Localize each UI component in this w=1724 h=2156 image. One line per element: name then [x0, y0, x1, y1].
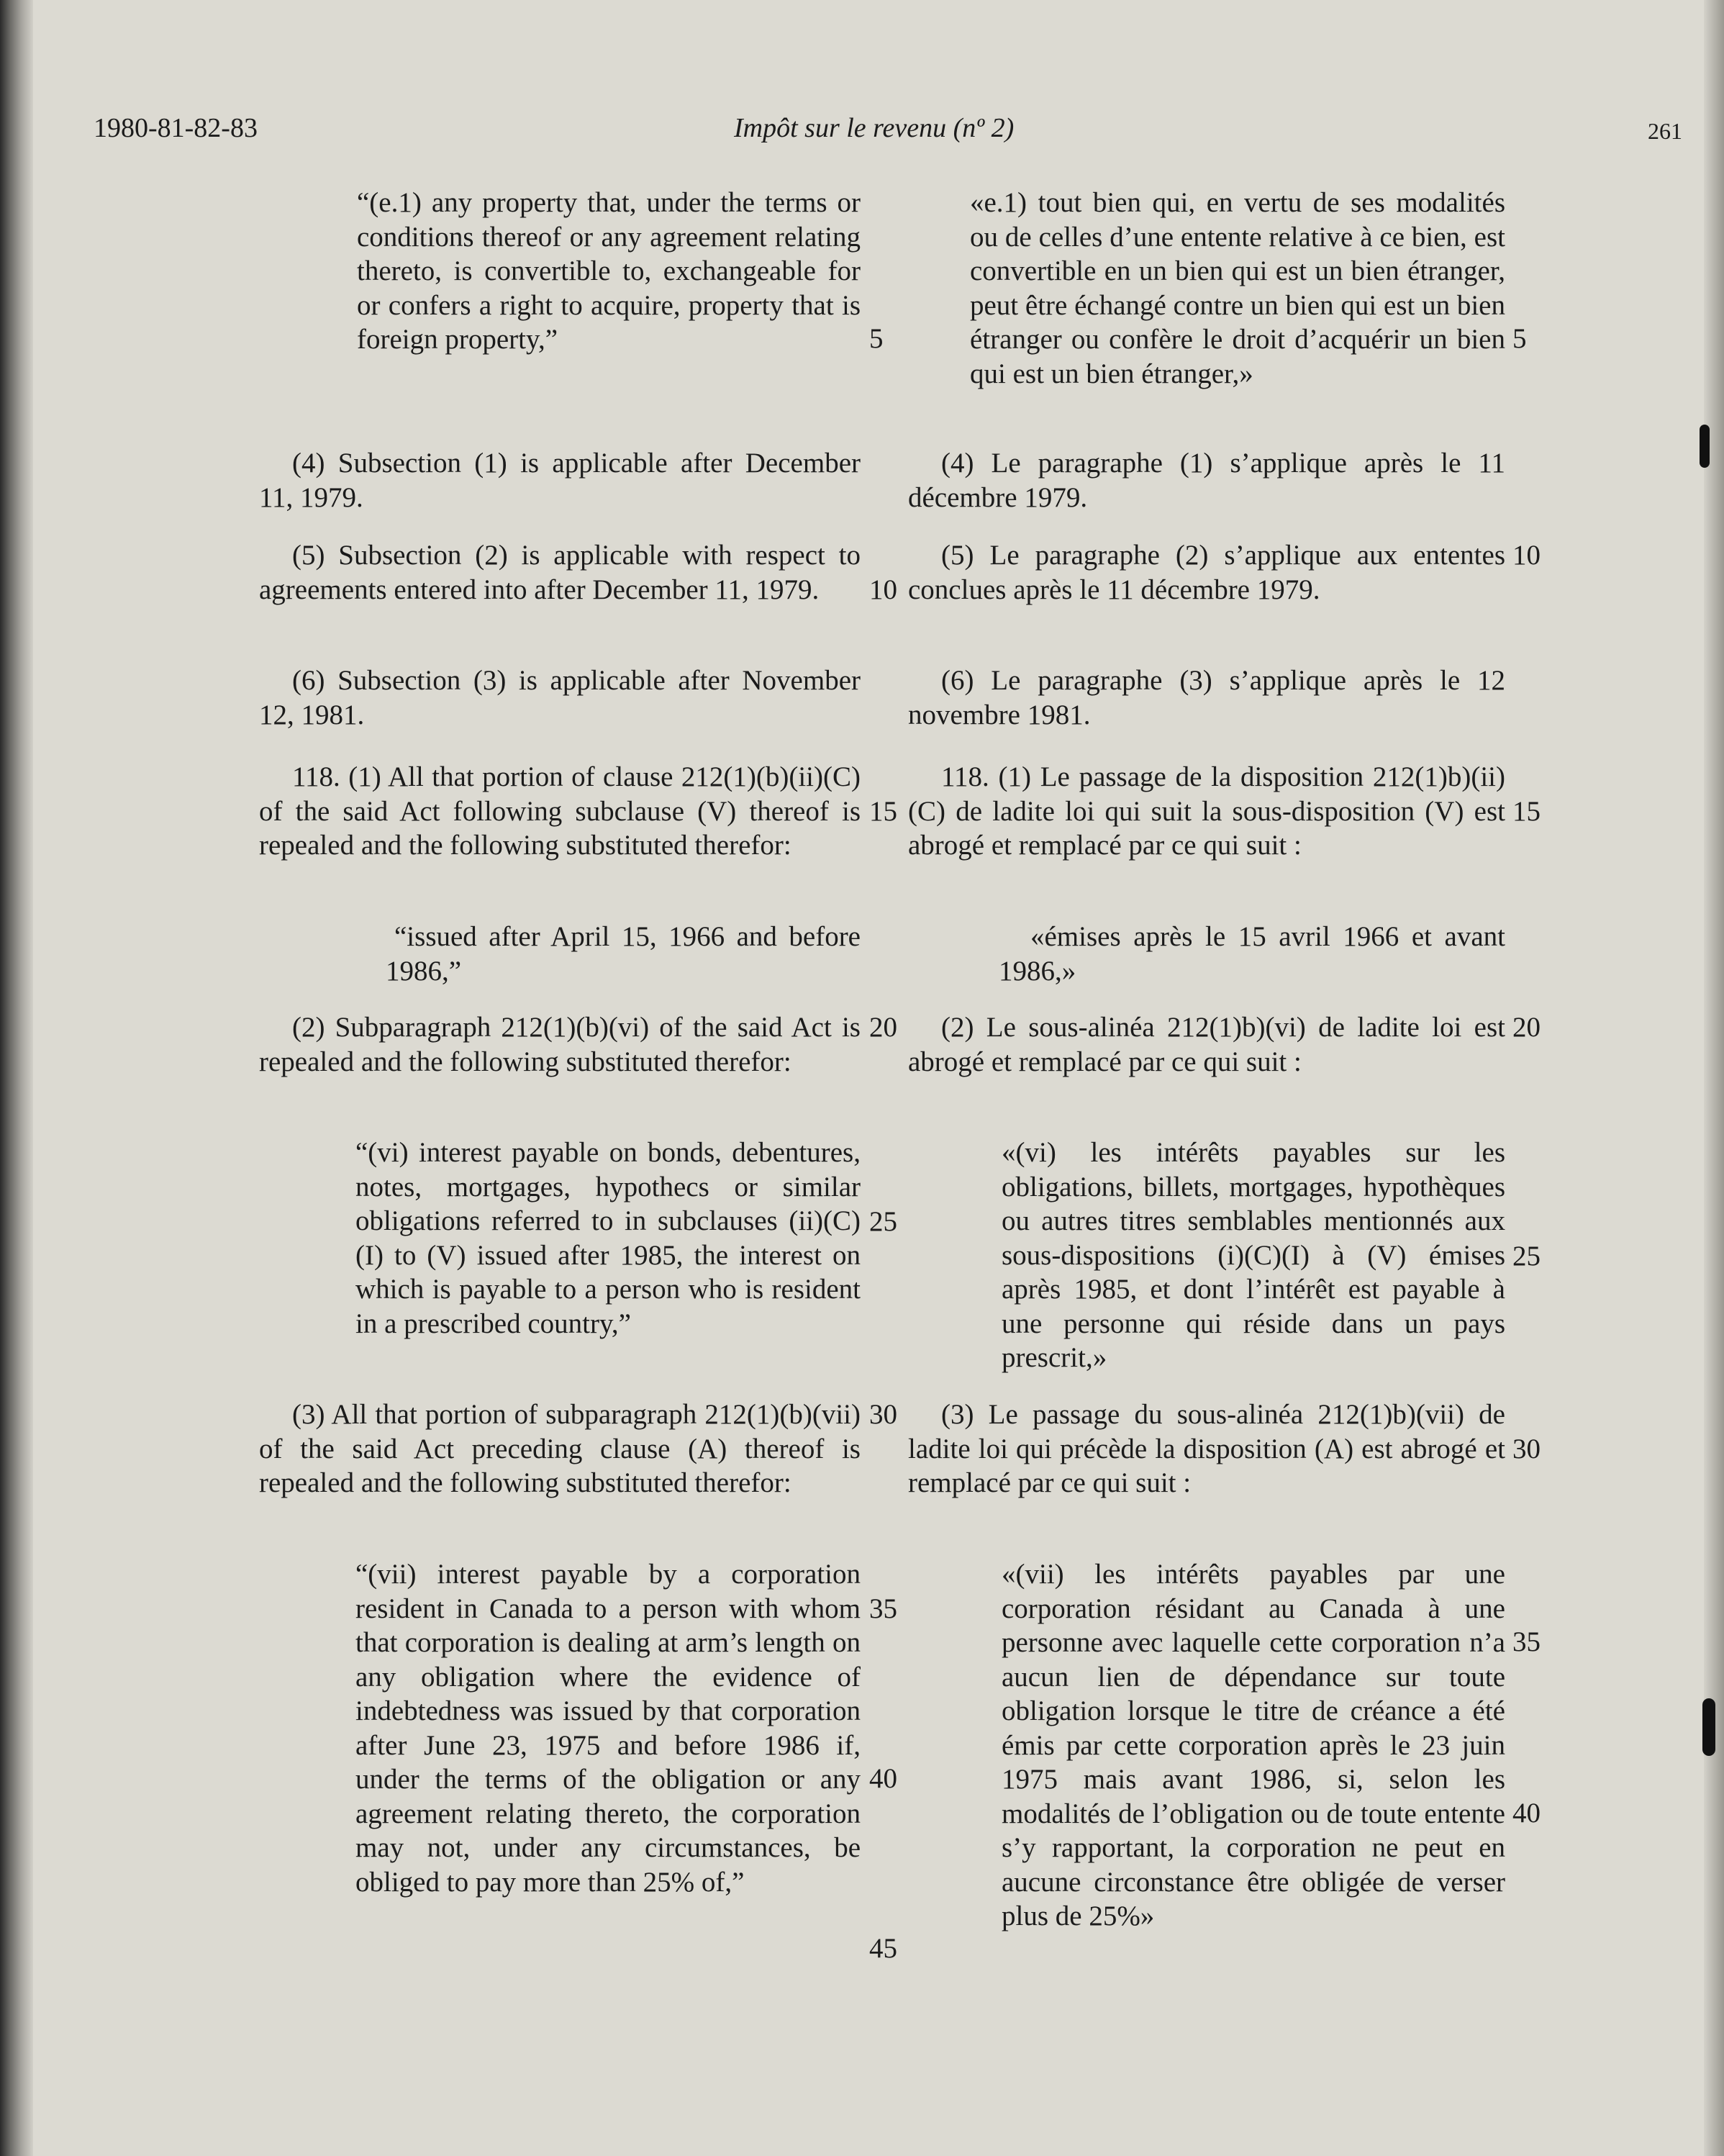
en-subsection-4: (4) Subsection (1) is applicable after December 11, 1979.: [259, 448, 861, 513]
en-e1-quote: “(e.1) any property that, under the terms or conditions thereof or any agreement relating thereto, is convertible to, exchangeable for or confers a right to acquire, property that is foreign property,”: [357, 187, 861, 355]
fr-section-118-1: 118. (1) Le passage de la disposition 212(1)b)(ii)(C) de ladite loi qui suit la sous-disposition (V) est abrogé et remplacé par ce qui suit :: [908, 761, 1505, 861]
book-binding-shadow: [0, 0, 33, 2156]
header-title: Impôt sur le revenu (nº 2): [734, 113, 1015, 143]
fr-section-118-2: (2) Le sous-alinéa 212(1)b)(vi) de ladite loi est abrogé et remplacé par ce qui suit :: [908, 1012, 1505, 1077]
line-number: 15: [869, 796, 897, 827]
en-quote-2: “(vi) interest payable on bonds, debentures, notes, mortgages, hypothecs or similar obligations referred to in subclauses (ii)(C)(I) to (V) issued after 1985, the interest on which is payable to a person who is resident in a prescribed country,”: [355, 1137, 861, 1339]
fr-quote-1: «émises après le 15 avril 1966 et avant 1986,»: [999, 921, 1505, 987]
line-number: 25: [1512, 1241, 1541, 1272]
line-number: 45: [869, 1933, 897, 1964]
fr-section-118-3: (3) Le passage du sous-alinéa 212(1)b)(vii) de ladite loi qui précède la disposition (A) est abrogé et remplacé par ce qui suit :: [908, 1399, 1505, 1498]
fr-subsection-6: (6) Le paragraphe (3) s’applique après le 12 novembre 1981.: [908, 665, 1505, 730]
page-edge-shadow: [1704, 0, 1724, 2156]
en-section-118-3: (3) All that portion of subparagraph 212(1)(b)(vii) of the said Act preceding clause (A) thereof is repealed and the following substituted therefor:: [259, 1399, 861, 1498]
line-number: 10: [1512, 540, 1541, 571]
page-number: 261: [1648, 118, 1682, 144]
en-section-118-1: 118. (1) All that portion of clause 212(1)(b)(ii)(C) of the said Act following subclause (V) thereof is repealed and the following substituted therefor:: [259, 761, 861, 861]
fr-quote-2: «(vi) les intérêts payables sur les obligations, billets, mortgages, hypothèques ou autres titres semblables mentionnés aux sous-dispositions (i)(C)(I) à (V) émises après 1985, et dont l’intérêt est payable à une personne qui réside dans un pays prescrit,»: [1002, 1137, 1505, 1373]
line-number: 5: [869, 323, 884, 354]
line-number: 25: [869, 1206, 897, 1237]
fr-subsection-4: (4) Le paragraphe (1) s’applique après le 11 décembre 1979.: [908, 448, 1505, 513]
line-number: 40: [1512, 1798, 1541, 1829]
en-subsection-6: (6) Subsection (3) is applicable after November 12, 1981.: [259, 665, 861, 730]
margin-mark-top: [1700, 425, 1710, 468]
line-number: 5: [1512, 323, 1527, 354]
header-year: 1980-81-82-83: [94, 113, 258, 143]
fr-quote-3: «(vii) les intérêts payables par une corporation résidant au Canada à une personne avec laquelle cette corporation n’a aucun lien de dépendance sur toute obligation lorsque le titre de créance a été émis par cette corporation après le 23 juin 1975 mais avant 1986, si, selon les modalités de l’obligation ou de toute entente s’y rapportant, la corporation ne peut en aucune circonstance être obligée de verser plus de 25%»: [1002, 1559, 1505, 1931]
en-quote-3: “(vii) interest payable by a corporation resident in Canada to a person with whom that corporation is dealing at arm’s length on any obligation where the evidence of indebtedness was issued by that corporation after June 23, 1975 and before 1986 if, under the terms of the obligation or any agreement relating thereto, the corporation may not, under any circumstances, be obliged to pay more than 25% of,”: [355, 1559, 861, 1898]
line-number: 35: [1512, 1626, 1541, 1657]
margin-mark-bottom: [1702, 1698, 1715, 1756]
fr-e1-quote: «e.1) tout bien qui, en vertu de ses modalités ou de celles d’une entente relative à ce bien, est convertible en un bien qui est un bien étranger, peut être échangé contre un bien qui est un bien étranger ou confère le droit d’acquérir un bien qui est un bien étranger,»: [970, 187, 1505, 389]
en-quote-1: “issued after April 15, 1966 and before 1986,”: [386, 921, 861, 987]
line-number: 30: [1512, 1433, 1541, 1464]
line-number: 30: [869, 1399, 897, 1430]
en-section-118-2: (2) Subparagraph 212(1)(b)(vi) of the said Act is repealed and the following substituted therefor:: [259, 1012, 861, 1077]
line-number: 15: [1512, 796, 1541, 827]
line-number: 20: [869, 1012, 897, 1043]
fr-subsection-5: (5) Le paragraphe (2) s’applique aux ententes conclues après le 11 décembre 1979.: [908, 540, 1505, 605]
line-number: 20: [1512, 1012, 1541, 1043]
en-subsection-5: (5) Subsection (2) is applicable with respect to agreements entered into after December 11, 1979.: [259, 540, 861, 605]
line-number: 10: [869, 574, 897, 605]
running-header: [94, 112, 1682, 155]
line-number: 40: [869, 1763, 897, 1794]
line-number: 35: [869, 1593, 897, 1624]
